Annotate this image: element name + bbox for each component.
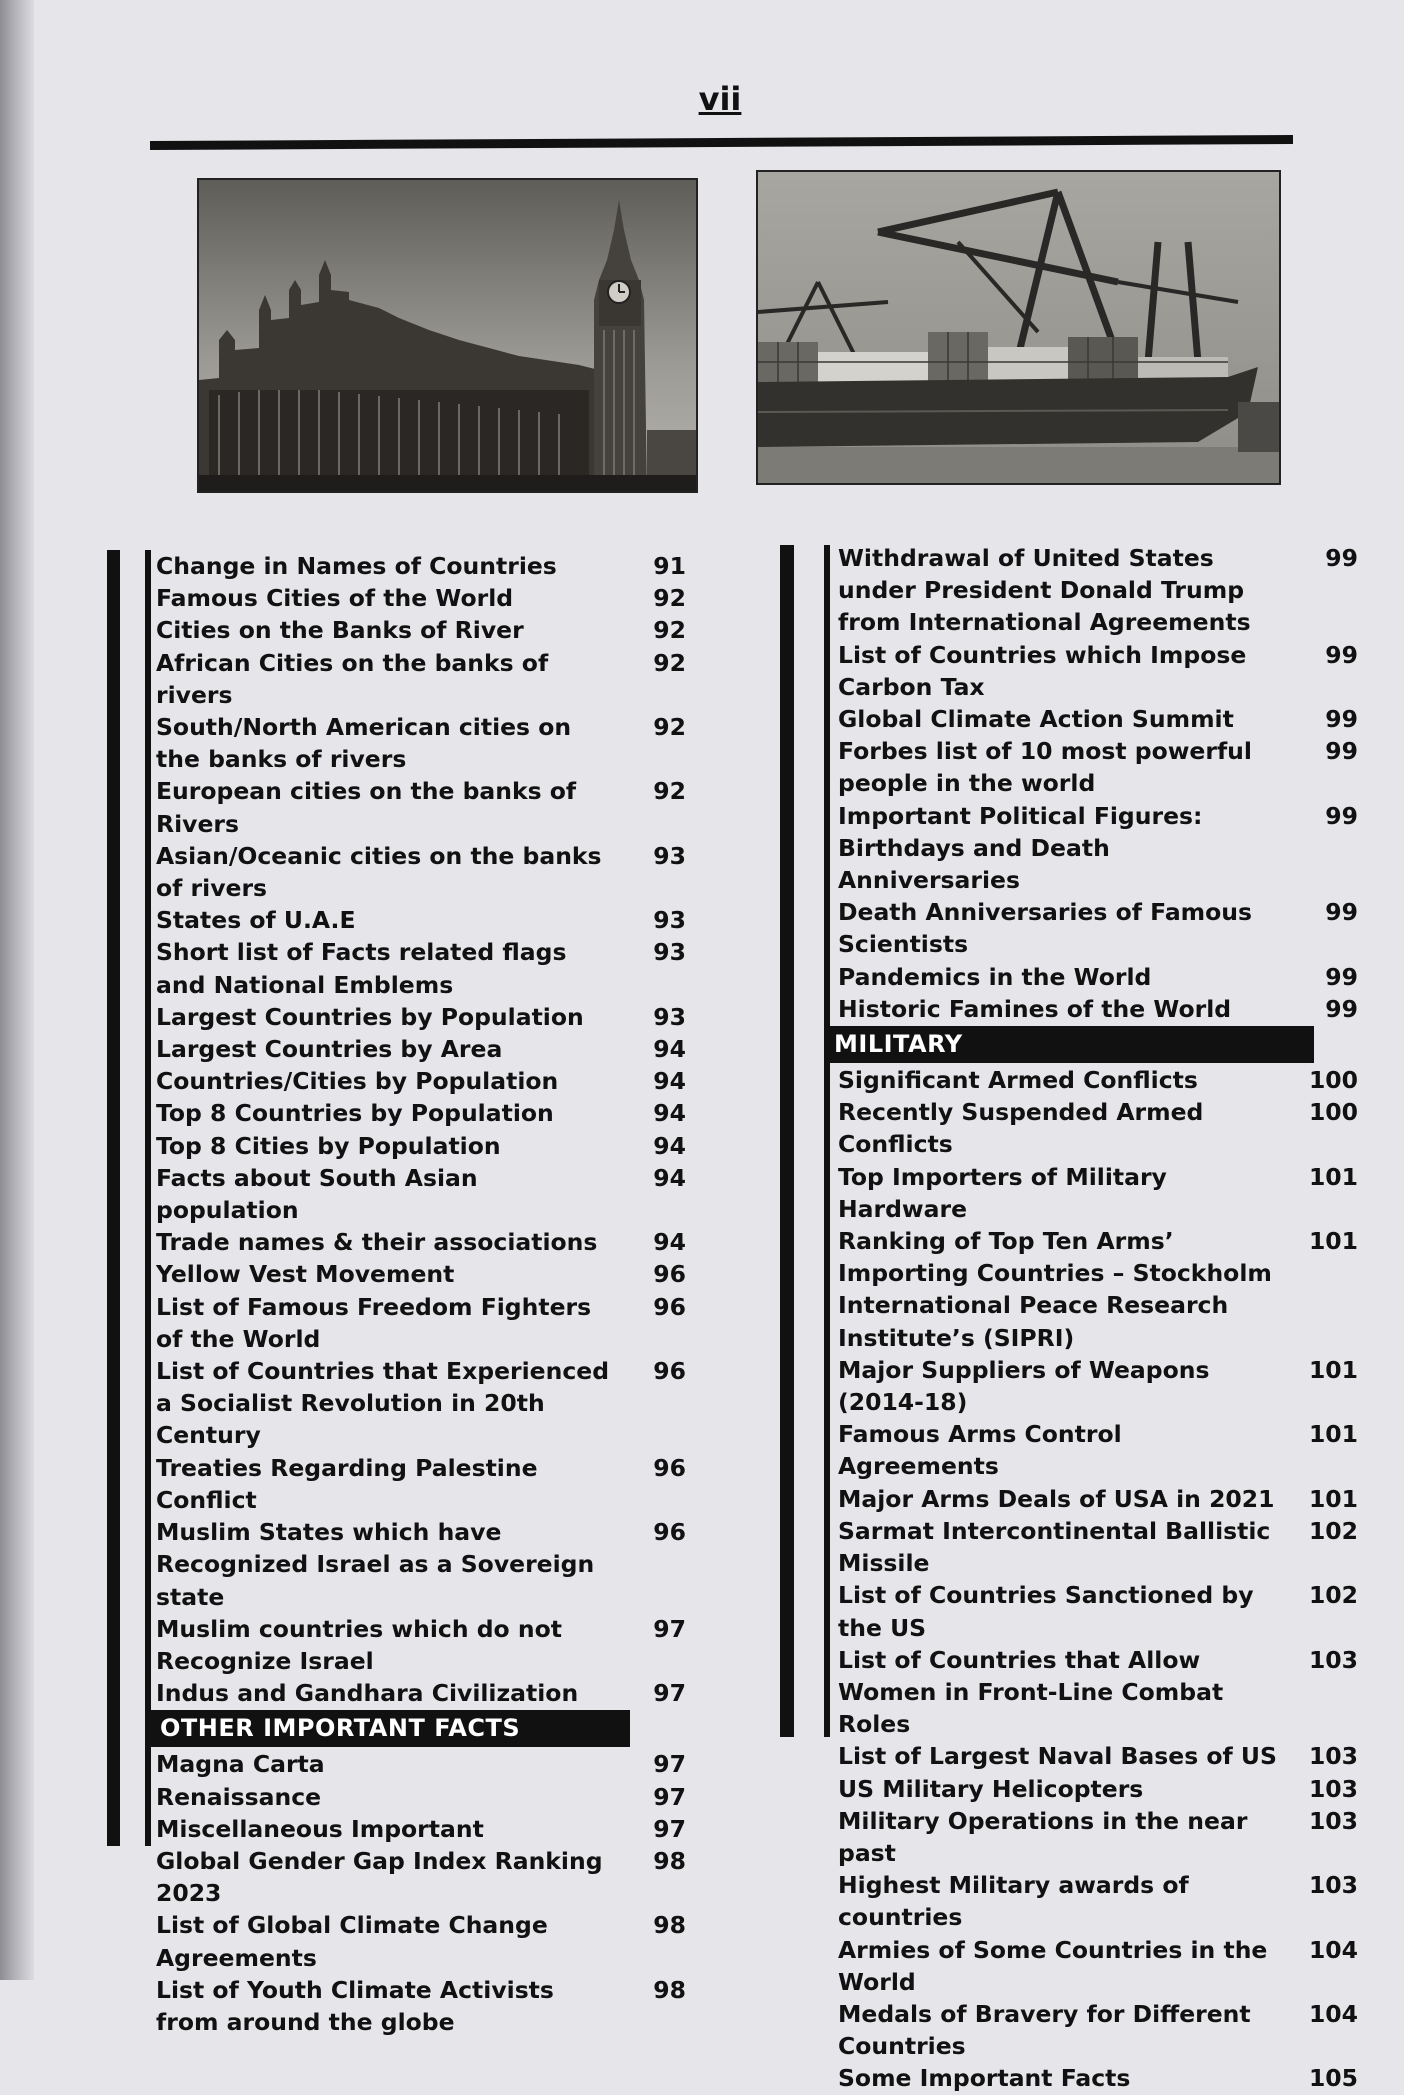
toc-entry[interactable] bbox=[838, 1934, 1358, 1998]
toc-entry[interactable] bbox=[838, 1998, 1358, 2062]
toc-entry-title: African Cities on the banks of rivers bbox=[156, 648, 549, 709]
toc-right-column bbox=[834, 542, 1358, 2095]
toc-entry-title: Historic Famines of the World bbox=[838, 994, 1232, 1023]
toc-entry[interactable] bbox=[838, 896, 1358, 960]
toc-entry[interactable] bbox=[156, 1130, 686, 1162]
toc-entry-title: Muslim countries which do not Recognize Israel bbox=[156, 1614, 562, 1675]
toc-entry[interactable] bbox=[838, 1805, 1358, 1869]
toc-entry-page-number: 93 bbox=[653, 841, 686, 870]
toc-entry[interactable] bbox=[156, 1677, 686, 1709]
toc-entry-title: List of Global Climate Change Agreements bbox=[156, 1911, 548, 1972]
toc-entry-page-number: 99 bbox=[1325, 801, 1358, 830]
toc-entry[interactable] bbox=[838, 639, 1358, 703]
toc-entry-page-number: 104 bbox=[1308, 1935, 1358, 1964]
toc-entry-page-number: 96 bbox=[653, 1518, 686, 1547]
toc-entry-title: Countries/Cities by Population bbox=[156, 1067, 559, 1096]
toc-entry-title: Medals of Bravery for Different Countries bbox=[838, 1999, 1251, 2061]
toc-entry-page-number: 99 bbox=[1325, 898, 1358, 927]
toc-entry[interactable] bbox=[156, 1258, 686, 1290]
toc-entry-page-number: 104 bbox=[1308, 1999, 1358, 2028]
toc-entry-page-number: 98 bbox=[653, 1911, 686, 1940]
left-thick-bar bbox=[107, 550, 120, 1846]
toc-entry[interactable] bbox=[156, 904, 686, 936]
toc-entry[interactable] bbox=[838, 800, 1358, 897]
toc-entry[interactable] bbox=[838, 542, 1358, 639]
toc-entry-title: Important Political Figures: Birthdays and Death Anniversaries bbox=[838, 801, 1203, 895]
toc-entry-page-number: 92 bbox=[653, 713, 686, 742]
toc-entry[interactable] bbox=[156, 1748, 686, 1780]
toc-entry-title: List of Countries Sanctioned by the US bbox=[838, 1581, 1254, 1642]
cargo-port-photo bbox=[756, 170, 1281, 485]
toc-entry-page-number: 103 bbox=[1308, 1871, 1358, 1900]
toc-entry-page-number: 103 bbox=[1308, 1645, 1358, 1674]
toc-entry[interactable] bbox=[838, 1869, 1358, 1933]
right-thin-bar bbox=[824, 545, 830, 1737]
toc-entry[interactable] bbox=[156, 1033, 686, 1065]
left-thin-bar bbox=[145, 550, 151, 1846]
toc-entry-page-number: 94 bbox=[653, 1163, 686, 1192]
toc-entry-title: Famous Arms Control Agreements bbox=[838, 1420, 1122, 1481]
toc-entry-title: Death Anniversaries of Famous Scientists bbox=[838, 898, 1253, 959]
toc-entry-page-number: 94 bbox=[653, 1131, 686, 1160]
toc-entry-page-number: 97 bbox=[653, 1614, 686, 1643]
toc-entry-page-number: 99 bbox=[1325, 544, 1358, 572]
section-heading-military[interactable]: MILITARY bbox=[824, 1026, 1314, 1063]
toc-entry[interactable] bbox=[838, 1064, 1358, 1096]
toc-entry-page-number: 99 bbox=[1325, 640, 1358, 669]
toc-right-group-b bbox=[838, 1064, 1358, 2095]
toc-entry-title: Magna Carta bbox=[156, 1750, 325, 1779]
toc-entry[interactable] bbox=[156, 1226, 686, 1258]
toc-entry-page-number: 100 bbox=[1308, 1098, 1358, 1127]
toc-left-column bbox=[156, 550, 686, 2038]
toc-entry[interactable] bbox=[838, 1740, 1358, 1772]
toc-entry-page-number: 102 bbox=[1308, 1516, 1358, 1545]
toc-entry-page-number: 99 bbox=[1325, 994, 1358, 1023]
toc-entry-title: US Military Helicopters bbox=[838, 1774, 1144, 1803]
toc-entry-page-number: 101 bbox=[1308, 1355, 1358, 1384]
toc-entry-page-number: 103 bbox=[1308, 1774, 1358, 1803]
toc-entry[interactable] bbox=[838, 1515, 1358, 1579]
toc-entry[interactable] bbox=[156, 1097, 686, 1129]
toc-entry[interactable] bbox=[838, 1773, 1358, 1805]
toc-entry-title: Some Important Facts bbox=[838, 2064, 1131, 2093]
page-edge-shadow bbox=[0, 0, 34, 1980]
toc-entry-page-number: 98 bbox=[653, 1846, 686, 1875]
toc-entry[interactable] bbox=[156, 1355, 686, 1452]
toc-entry-page-number: 92 bbox=[653, 777, 686, 806]
toc-entry[interactable] bbox=[838, 703, 1358, 735]
toc-entry-title: Renaissance bbox=[156, 1782, 322, 1811]
toc-entry[interactable] bbox=[156, 1974, 686, 2038]
toc-entry-title: Ranking of Top Ten Arms’ Importing Countries – Stockholm International Peace Research Institute’s (SIPRI) bbox=[838, 1227, 1272, 1352]
toc-entry-title: Cities on the Banks of River bbox=[156, 616, 524, 645]
toc-entry-title: Yellow Vest Movement bbox=[156, 1260, 455, 1289]
page-number: vii bbox=[698, 80, 742, 118]
toc-entry[interactable] bbox=[838, 735, 1358, 799]
toc-entry[interactable] bbox=[156, 550, 686, 582]
toc-entry-title: Global Climate Action Summit bbox=[838, 705, 1234, 734]
toc-entry-page-number: 99 bbox=[1325, 737, 1358, 766]
toc-entry[interactable] bbox=[156, 1845, 686, 1909]
toc-entry-page-number: 94 bbox=[653, 1035, 686, 1064]
toc-entry[interactable] bbox=[838, 1354, 1358, 1418]
toc-entry-page-number: 93 bbox=[653, 938, 686, 967]
toc-entry[interactable] bbox=[156, 1065, 686, 1097]
toc-entry-page-number: 103 bbox=[1308, 1806, 1358, 1835]
toc-entry-page-number: 105 bbox=[1308, 2064, 1358, 2093]
toc-entry[interactable] bbox=[156, 647, 686, 711]
toc-entry[interactable] bbox=[156, 775, 686, 839]
toc-entry[interactable] bbox=[156, 1813, 686, 1845]
toc-entry[interactable] bbox=[156, 840, 686, 904]
toc-entry-title: List of Famous Freedom Fighters of the World bbox=[156, 1292, 592, 1353]
toc-entry-title: Top Importers of Military Hardware bbox=[838, 1162, 1167, 1223]
toc-entry-page-number: 101 bbox=[1308, 1162, 1358, 1191]
toc-entry-page-number: 98 bbox=[653, 1975, 686, 2004]
toc-entry-page-number: 99 bbox=[1325, 962, 1358, 991]
toc-entry-page-number: 101 bbox=[1308, 1227, 1358, 1256]
toc-entry-title: European cities on the banks of Rivers bbox=[156, 777, 577, 838]
toc-entry-page-number: 92 bbox=[653, 584, 686, 613]
toc-entry-title: List of Countries that Allow Women in Front-Line Combat Roles bbox=[838, 1645, 1224, 1739]
toc-entry-page-number: 101 bbox=[1308, 1484, 1358, 1513]
toc-entry-page-number: 99 bbox=[1325, 705, 1358, 734]
toc-entry-title: Famous Cities of the World bbox=[156, 584, 514, 613]
toc-entry-title: Trade names & their associations bbox=[156, 1228, 598, 1257]
toc-entry-page-number: 96 bbox=[653, 1357, 686, 1386]
toc-entry[interactable] bbox=[838, 2062, 1358, 2094]
toc-entry-title: Armies of Some Countries in the World bbox=[838, 1935, 1268, 1996]
toc-entry[interactable] bbox=[838, 1418, 1358, 1482]
right-thick-bar bbox=[780, 545, 794, 1737]
toc-entry-page-number: 97 bbox=[653, 1750, 686, 1779]
toc-entry[interactable] bbox=[156, 1001, 686, 1033]
toc-entry-page-number: 92 bbox=[653, 648, 686, 677]
toc-entry-title: Muslim States which have Recognized Israel as a Sovereign state bbox=[156, 1518, 595, 1611]
toc-entry[interactable] bbox=[156, 1452, 686, 1516]
toc-entry[interactable] bbox=[838, 961, 1358, 993]
toc-entry-title: Top 8 Countries by Population bbox=[156, 1099, 554, 1128]
toc-entry-page-number: 94 bbox=[653, 1099, 686, 1128]
toc-entry-title: Indus and Gandhara Civilization bbox=[156, 1679, 579, 1708]
toc-entry[interactable] bbox=[156, 1291, 686, 1355]
toc-entry-page-number: 97 bbox=[653, 1814, 686, 1843]
toc-entry-page-number: 103 bbox=[1308, 1742, 1358, 1771]
toc-entry[interactable] bbox=[156, 1613, 686, 1677]
toc-entry-title: Change in Names of Countries bbox=[156, 552, 557, 580]
toc-entry-title: Major Arms Deals of USA in 2021 bbox=[838, 1484, 1275, 1513]
toc-entry-title: Global Gender Gap Index Ranking 2023 bbox=[156, 1846, 603, 1908]
toc-entry-title: Facts about South Asian population bbox=[156, 1163, 478, 1225]
toc-entry-title: Withdrawal of United States under President Donald Trump from International Agreements bbox=[838, 544, 1251, 637]
toc-entry[interactable] bbox=[156, 711, 686, 775]
toc-entry[interactable] bbox=[156, 1781, 686, 1813]
toc-entry[interactable] bbox=[156, 1162, 686, 1226]
toc-entry-page-number: 97 bbox=[653, 1782, 686, 1811]
toc-entry-title: Forbes list of 10 most powerful people in the world bbox=[838, 737, 1252, 798]
toc-entry-title: List of Countries that Experienced a Socialist Revolution in 20th Century bbox=[156, 1357, 610, 1450]
toc-entry-title: Military Operations in the near past bbox=[838, 1806, 1248, 1867]
toc-entry[interactable] bbox=[838, 993, 1358, 1025]
toc-entry-title: Miscellaneous Important bbox=[156, 1814, 484, 1843]
toc-entry-page-number: 100 bbox=[1308, 1066, 1358, 1095]
toc-entry-title: Sarmat Intercontinental Ballistic Missile bbox=[838, 1516, 1271, 1578]
toc-entry-page-number: 93 bbox=[653, 1002, 686, 1031]
toc-entry-title: Major Suppliers of Weapons (2014-18) bbox=[838, 1355, 1210, 1417]
toc-entry-page-number: 96 bbox=[653, 1292, 686, 1321]
toc-entry[interactable] bbox=[156, 936, 686, 1000]
toc-entry-page-number: 96 bbox=[653, 1453, 686, 1482]
top-rule bbox=[150, 135, 1293, 150]
toc-entry[interactable] bbox=[156, 1909, 686, 1973]
toc-entry-page-number: 94 bbox=[653, 1067, 686, 1096]
houses-of-parliament-photo bbox=[197, 178, 698, 493]
toc-left-group-b bbox=[156, 1748, 686, 2038]
toc-entry[interactable] bbox=[838, 1225, 1358, 1354]
toc-entry[interactable] bbox=[838, 1161, 1358, 1225]
toc-entry-page-number: 96 bbox=[653, 1260, 686, 1289]
section-heading-other-important-facts[interactable]: OTHER IMPORTANT FACTS bbox=[150, 1710, 630, 1747]
toc-entry[interactable] bbox=[156, 582, 686, 614]
toc-entry-title: Significant Armed Conflicts bbox=[838, 1066, 1198, 1095]
toc-entry-page-number: 94 bbox=[653, 1228, 686, 1257]
toc-entry-title: List of Largest Naval Bases of US bbox=[838, 1742, 1277, 1771]
toc-entry-title: Treaties Regarding Palestine Conflict bbox=[156, 1453, 538, 1514]
toc-entry-title: Top 8 Cities by Population bbox=[156, 1131, 501, 1160]
toc-entry[interactable] bbox=[838, 1644, 1358, 1741]
toc-entry[interactable] bbox=[156, 614, 686, 646]
toc-entry-page-number: 91 bbox=[653, 552, 686, 580]
toc-entry-title: Largest Countries by Population bbox=[156, 1002, 584, 1031]
toc-entry-page-number: 97 bbox=[653, 1679, 686, 1708]
toc-entry-page-number: 102 bbox=[1308, 1581, 1358, 1610]
toc-entry-title: South/North American cities on the banks of rivers bbox=[156, 713, 572, 774]
toc-entry[interactable] bbox=[838, 1096, 1358, 1160]
toc-entry-title: Short list of Facts related flags and National Emblems bbox=[156, 938, 567, 999]
toc-entry-title: List of Youth Climate Activists from around the globe bbox=[156, 1975, 554, 2036]
toc-entry-title: Recently Suspended Armed Conflicts bbox=[838, 1098, 1204, 1159]
toc-entry-title: States of U.A.E bbox=[156, 906, 356, 935]
toc-entry-title: Largest Countries by Area bbox=[156, 1035, 503, 1064]
toc-entry-page-number: 93 bbox=[653, 906, 686, 935]
toc-left-group-a bbox=[156, 550, 686, 1709]
toc-entry-title: Pandemics in the World bbox=[838, 962, 1152, 991]
toc-right-group-a bbox=[838, 542, 1358, 1025]
toc-entry-title: Highest Military awards of countries bbox=[838, 1871, 1189, 1932]
toc-entry-page-number: 101 bbox=[1308, 1420, 1358, 1449]
toc-entry[interactable] bbox=[838, 1579, 1358, 1643]
toc-entry[interactable] bbox=[838, 1483, 1358, 1515]
toc-entry-title: Asian/Oceanic cities on the banks of rivers bbox=[156, 841, 602, 903]
toc-entry-title: List of Countries which Impose Carbon Tax bbox=[838, 640, 1247, 701]
toc-entry[interactable] bbox=[156, 1516, 686, 1613]
toc-entry-page-number: 92 bbox=[653, 616, 686, 645]
